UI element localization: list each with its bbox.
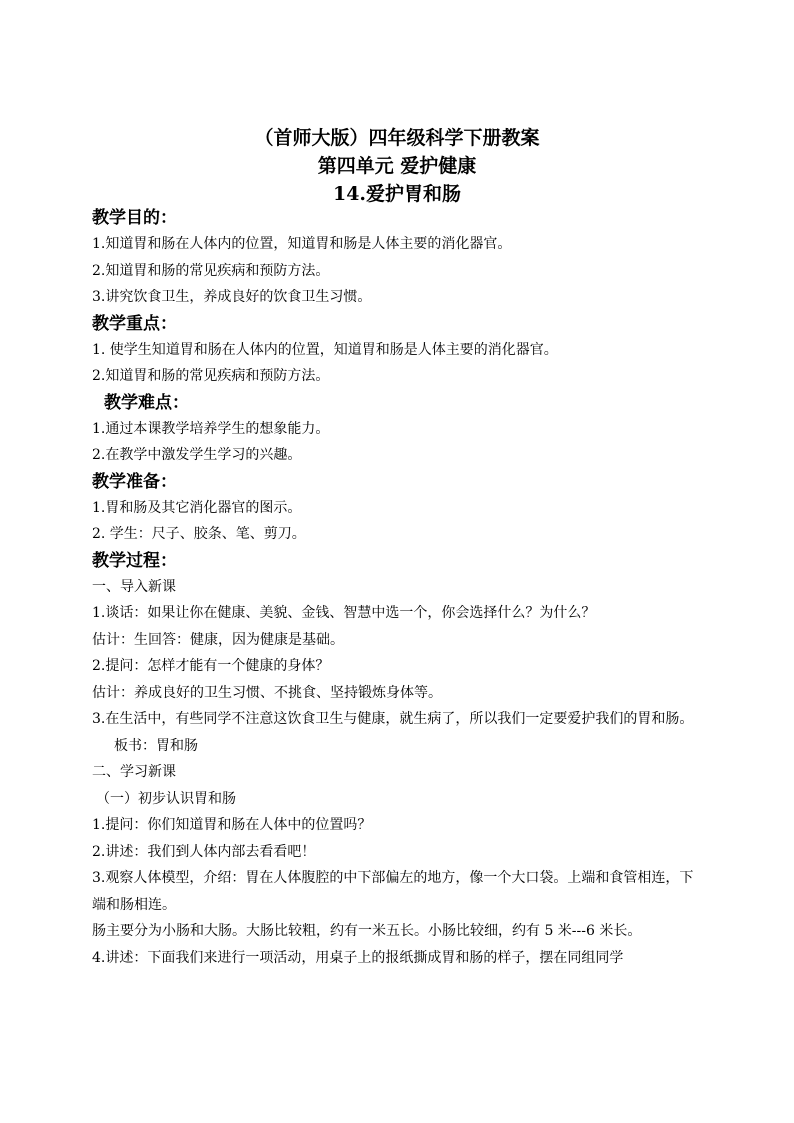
process-line: 1.提问：你们知道胃和肠在人体中的位置吗？ <box>92 817 372 833</box>
process-line: 1.谈话：如果让你在健康、美貌、金钱、智慧中选一个，你会选择什么？为什么？ <box>92 605 596 621</box>
process-line: 3.观察人体模型，介绍：胃在人体腹腔的中下部偏左的地方，像一个大口袋。上端和食管相连，下端和肠相连。 <box>92 870 694 913</box>
process-line: 一、导入新课 <box>92 578 176 595</box>
title-block <box>90 124 704 208</box>
preparation-item-1: 1.胃和肠及其它消化器官的图示。 <box>92 499 302 516</box>
process-line: 2.提问：怎样才能有一个健康的身体？ <box>92 658 330 674</box>
process-heading: 教学过程： <box>92 550 177 571</box>
process-line: （一）初步认识胃和肠 <box>96 790 236 807</box>
goals-heading: 教学目的： <box>92 208 177 228</box>
goals-item-2: 2.知道胃和肠的常见疾病和预防方法。 <box>92 262 330 279</box>
lesson-title: 14.爱护胃和肠 <box>332 183 462 205</box>
preparation-heading: 教学准备： <box>92 471 177 492</box>
lesson-body <box>92 205 704 971</box>
process-line: 肠主要分为小肠和大肠。大肠比较粗，约有一米五长。小肠比较细，约有 5 米---6 米长。 <box>92 923 642 939</box>
process-line: 二、学习新课 <box>92 764 176 780</box>
process-line: 估计：养成良好的卫生习惯、不挑食、坚持锻炼身体等。 <box>92 684 442 701</box>
difficulty-item-2: 2.在教学中激发学生学习的兴趣。 <box>92 447 302 463</box>
process-line: 板书：胃和肠 <box>114 737 198 754</box>
process-line: 3.在生活中，有些同学不注意这饮食卫生与健康，就生病了，所以我们一定要爱护我们的胃和肠。 <box>92 711 694 727</box>
unit-title: 第四单元 爱护健康 <box>317 155 477 177</box>
key-points-item-2: 2.知道胃和肠的常见疾病和预防方法。 <box>92 368 330 384</box>
key-points-item-1: 1. 使学生知道胃和肠在人体内的位置，知道胃和肠是人体主要的消化器官。 <box>92 341 558 358</box>
process-line: 估计：生回答：健康，因为健康是基础。 <box>92 631 344 648</box>
difficulty-heading: 教学难点： <box>104 392 189 413</box>
process-line: 2.讲述：我们到人体内部去看看吧！ <box>92 843 316 860</box>
difficulty-item-1: 1.通过本课教学培养学生的想象能力。 <box>92 420 330 437</box>
document-title: （首师大版）四年级科学下册教案 <box>254 127 540 149</box>
goals-item-3: 3.讲究饮食卫生，养成良好的饮食卫生习惯。 <box>92 289 372 305</box>
preparation-item-2: 2. 学生：尺子、胶条、笔、剪刀。 <box>92 526 306 542</box>
goals-item-1: 1.知道胃和肠在人体内的位置，知道胃和肠是人体主要的消化器官。 <box>92 236 512 252</box>
process-line: 4.讲述：下面我们来进行一项活动，用桌子上的报纸撕成胃和肠的样子，摆在同组同学 <box>92 949 624 966</box>
key-points-heading: 教学重点： <box>92 313 177 334</box>
